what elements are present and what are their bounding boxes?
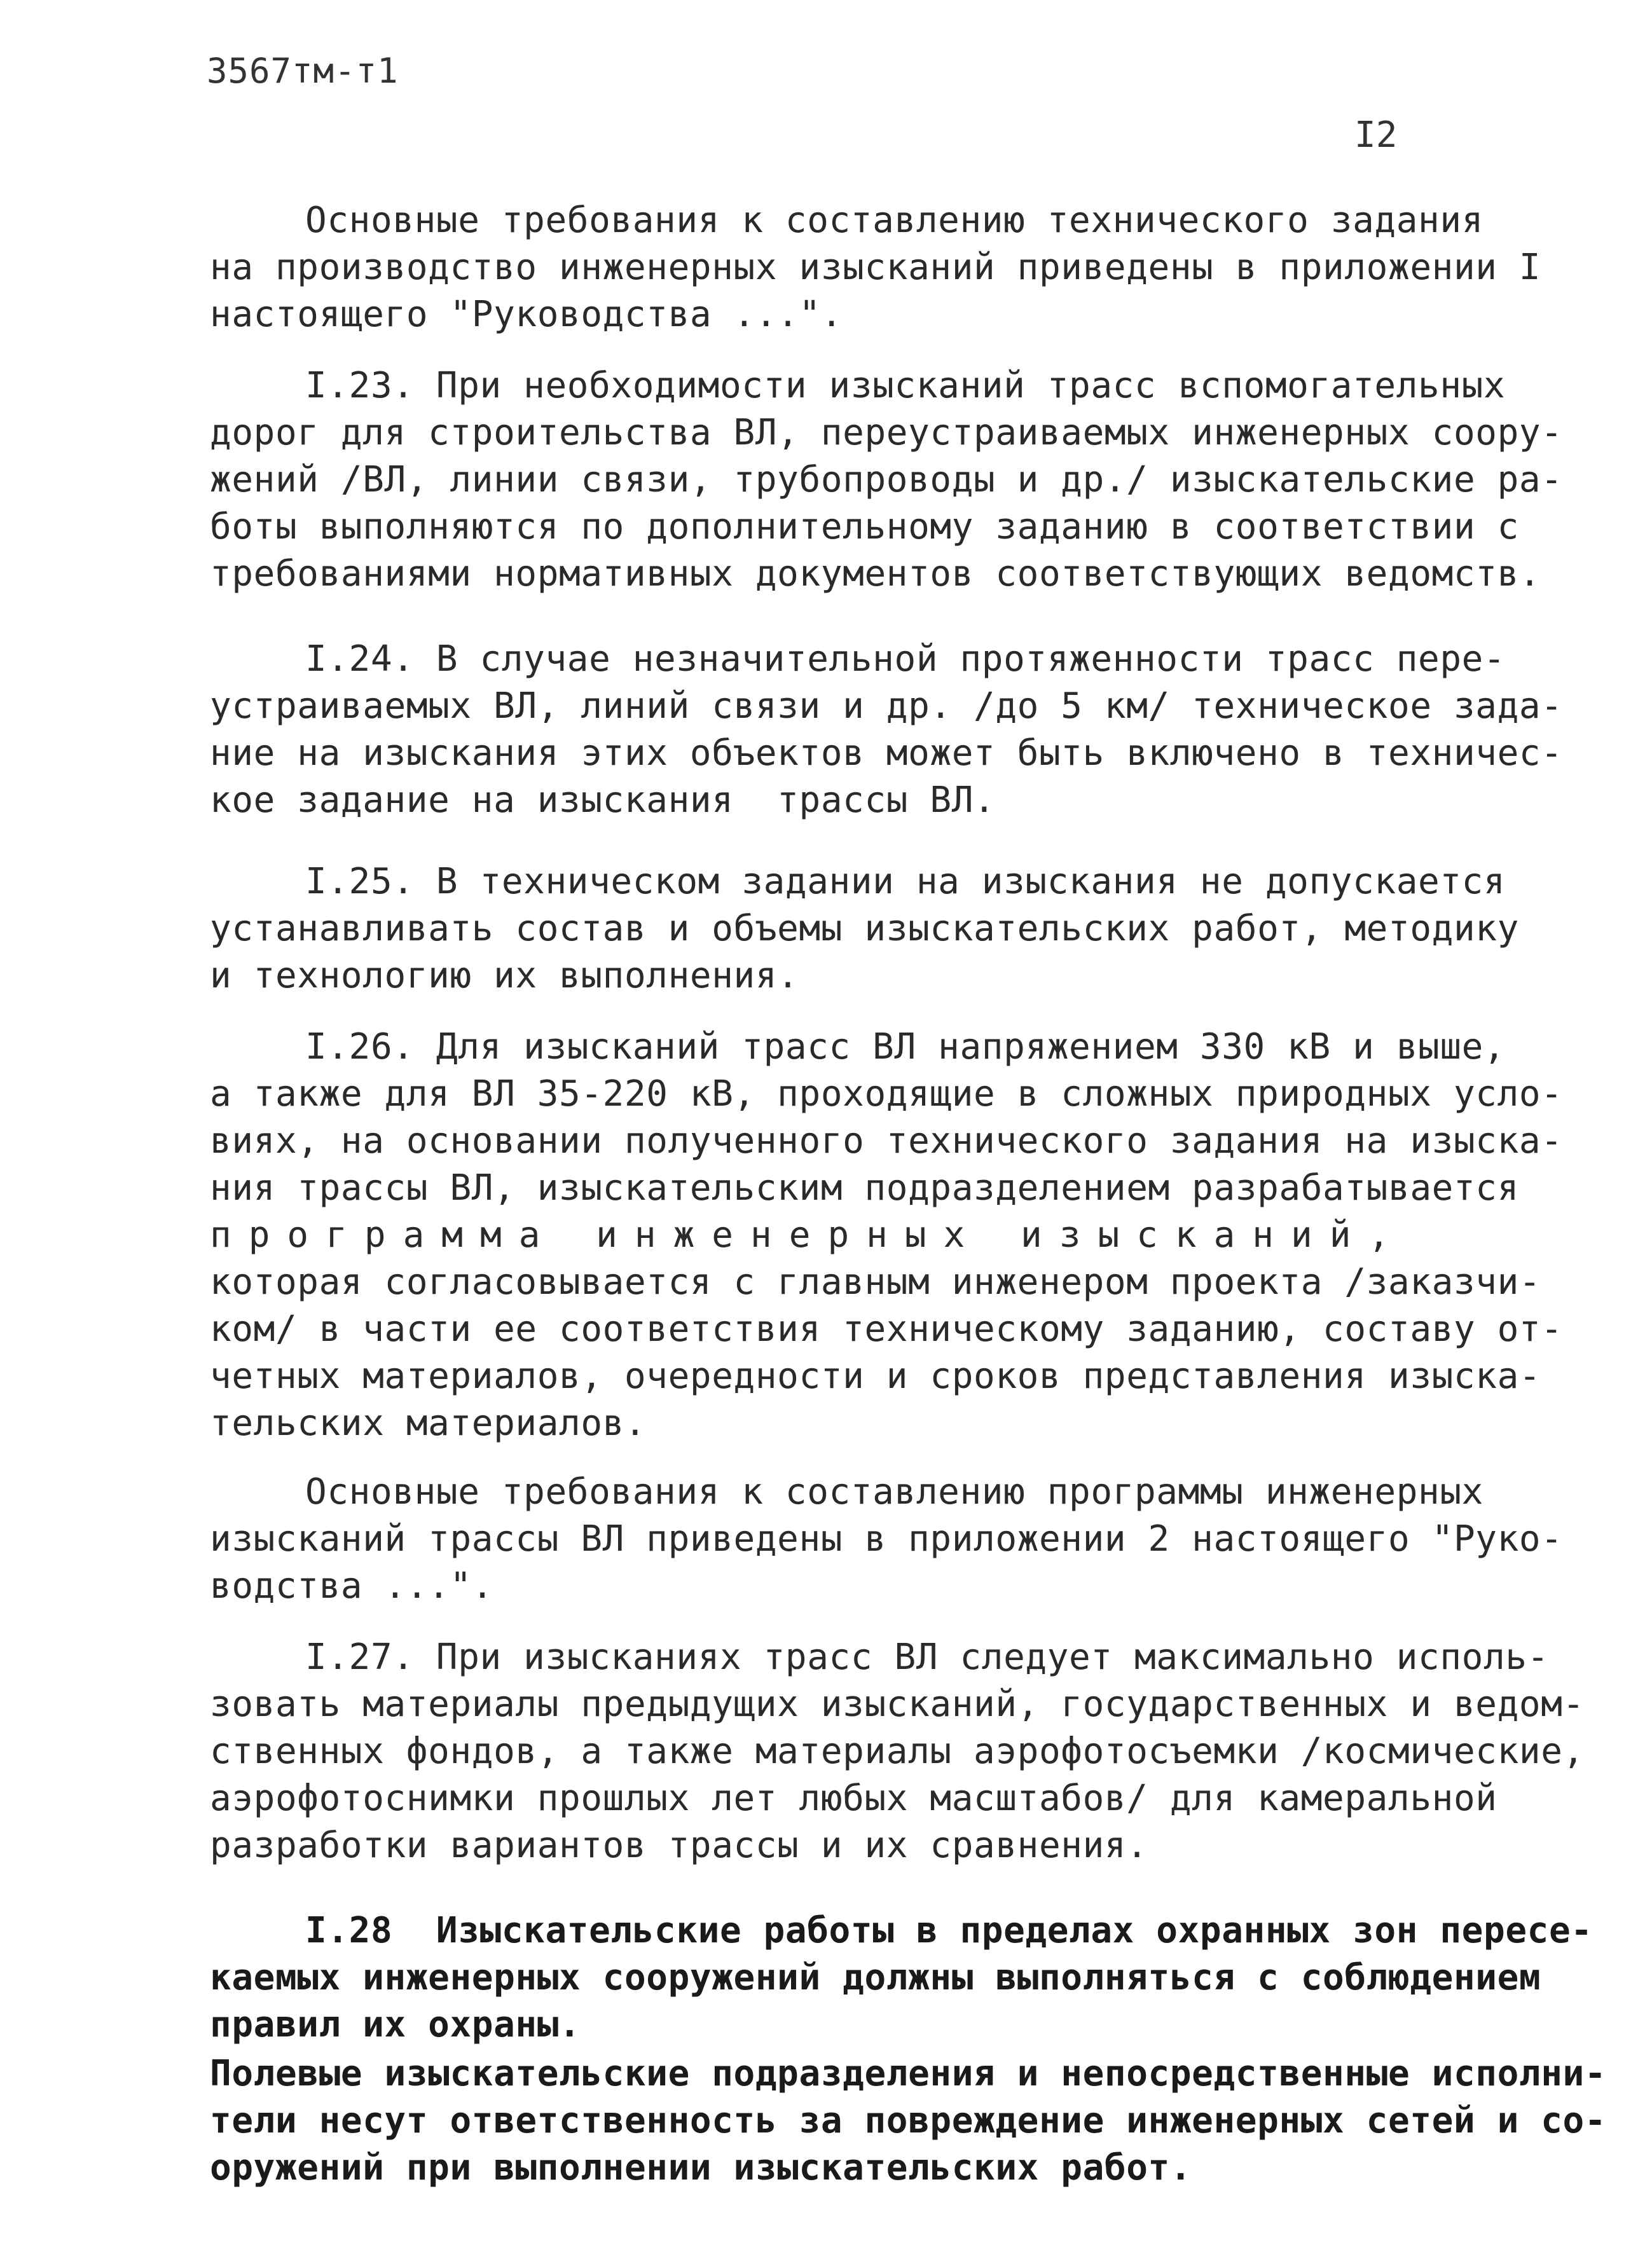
text-line: I.28 Изыскательские работы в пределах охранных зон пересе- <box>305 1910 1593 1951</box>
text-line: настоящего "Руководства ...". <box>210 294 843 335</box>
text-line: I.24. В случае незначительной протяженности трасс пере- <box>305 638 1506 680</box>
paragraph-responsibility <box>210 2050 1607 2192</box>
text-line: I.26. Для изысканий трасс ВЛ напряжением 330 кВ и выше, <box>305 1026 1506 1068</box>
page-number: I2 <box>1354 114 1398 156</box>
text-line: которая согласовывается с главным инженером проекта /заказчи- <box>210 1261 1541 1303</box>
text-line: и технологию их выполнения. <box>210 955 799 996</box>
paragraph-1-27 <box>210 1634 1585 1869</box>
spaced-emphasis-line: программа инженерных изысканий, <box>210 1214 1407 1256</box>
text-line: устраиваемых ВЛ, линий связи и др. /до 5 км/ техническое зада- <box>210 685 1563 727</box>
text-line: I.27. При изысканиях трасс ВЛ следует максимально исполь- <box>305 1637 1549 1678</box>
text-line: изысканий трассы ВЛ приведены в приложении 2 настоящего "Руко- <box>210 1518 1563 1560</box>
paragraph-tz-requirements <box>210 197 1541 338</box>
paragraph-1-24 <box>210 636 1563 824</box>
text-line: I.23. При необходимости изысканий трасс вспомогательных <box>305 365 1506 406</box>
paragraph-1-23 <box>210 362 1563 598</box>
text-line: каемых инженерных сооружений должны выполняться с соблюдением <box>210 1957 1541 1998</box>
paragraph-1-26 <box>210 1024 1563 1447</box>
text-line: устанавливать состав и объемы изыскательских работ, методику <box>210 908 1519 949</box>
text-line: аэрофотоснимки прошлых лет любых масштабов/ для камеральной <box>210 1778 1497 1819</box>
text-line: Основные требования к составлению технического задания <box>305 200 1484 241</box>
text-line: I.25. В техническом задании на изыскания не допускается <box>305 861 1506 902</box>
text-line: ние на изыскания этих объектов может быть включено в техничес- <box>210 732 1563 774</box>
text-line: ственных фондов, а также материалы аэрофотосъемки /космические, <box>210 1731 1585 1772</box>
text-line: оружений при выполнении изыскательских работ. <box>210 2147 1192 2188</box>
text-line: четных материалов, очередности и сроков представления изыска- <box>210 1356 1541 1397</box>
text-line: виях, на основании полученного технического задания на изыска- <box>210 1120 1563 1162</box>
text-line: правил их охраны. <box>210 2004 581 2045</box>
text-line: зовать материалы предыдущих изысканий, государственных и ведом- <box>210 1684 1585 1725</box>
text-line: Полевые изыскательские подразделения и непосредственные исполни- <box>210 2053 1607 2094</box>
text-line: боты выполняются по дополнительному заданию в соответствии с <box>210 506 1519 547</box>
paragraph-program-requirements <box>210 1469 1563 1610</box>
text-line: кое задание на изыскания трассы ВЛ. <box>210 779 996 821</box>
text-line: а также для ВЛ 35-220 кВ, проходящие в сложных природных усло- <box>210 1073 1563 1115</box>
text-line: жений /ВЛ, линии связи, трубопроводы и др./ изыскательские ра- <box>210 459 1563 500</box>
paragraph-1-28 <box>210 1907 1593 2049</box>
text-line: водства ...". <box>210 1565 494 1607</box>
text-line: ния трассы ВЛ, изыскательским подразделением разрабатывается <box>210 1167 1519 1209</box>
text-line: Основные требования к составлению программы инженерных <box>305 1471 1484 1513</box>
paragraph-1-25 <box>210 858 1519 999</box>
text-line: дорог для строительства ВЛ, переустраиваемых инженерных соору- <box>210 412 1563 453</box>
text-line: тели несут ответственность за повреждение инженерных сетей и со- <box>210 2100 1607 2141</box>
text-line: требованиями нормативных документов соответствующих ведомств. <box>210 553 1541 594</box>
text-line: разработки вариантов трассы и их сравнения. <box>210 1825 1148 1866</box>
text-line: ком/ в части ее соответствия техническому заданию, составу от- <box>210 1308 1563 1350</box>
text-line: тельских материалов. <box>210 1403 647 1444</box>
text-line: на производство инженерных изысканий приведены в приложении I <box>210 247 1541 288</box>
document-code: 3567тм-т1 <box>207 51 399 91</box>
